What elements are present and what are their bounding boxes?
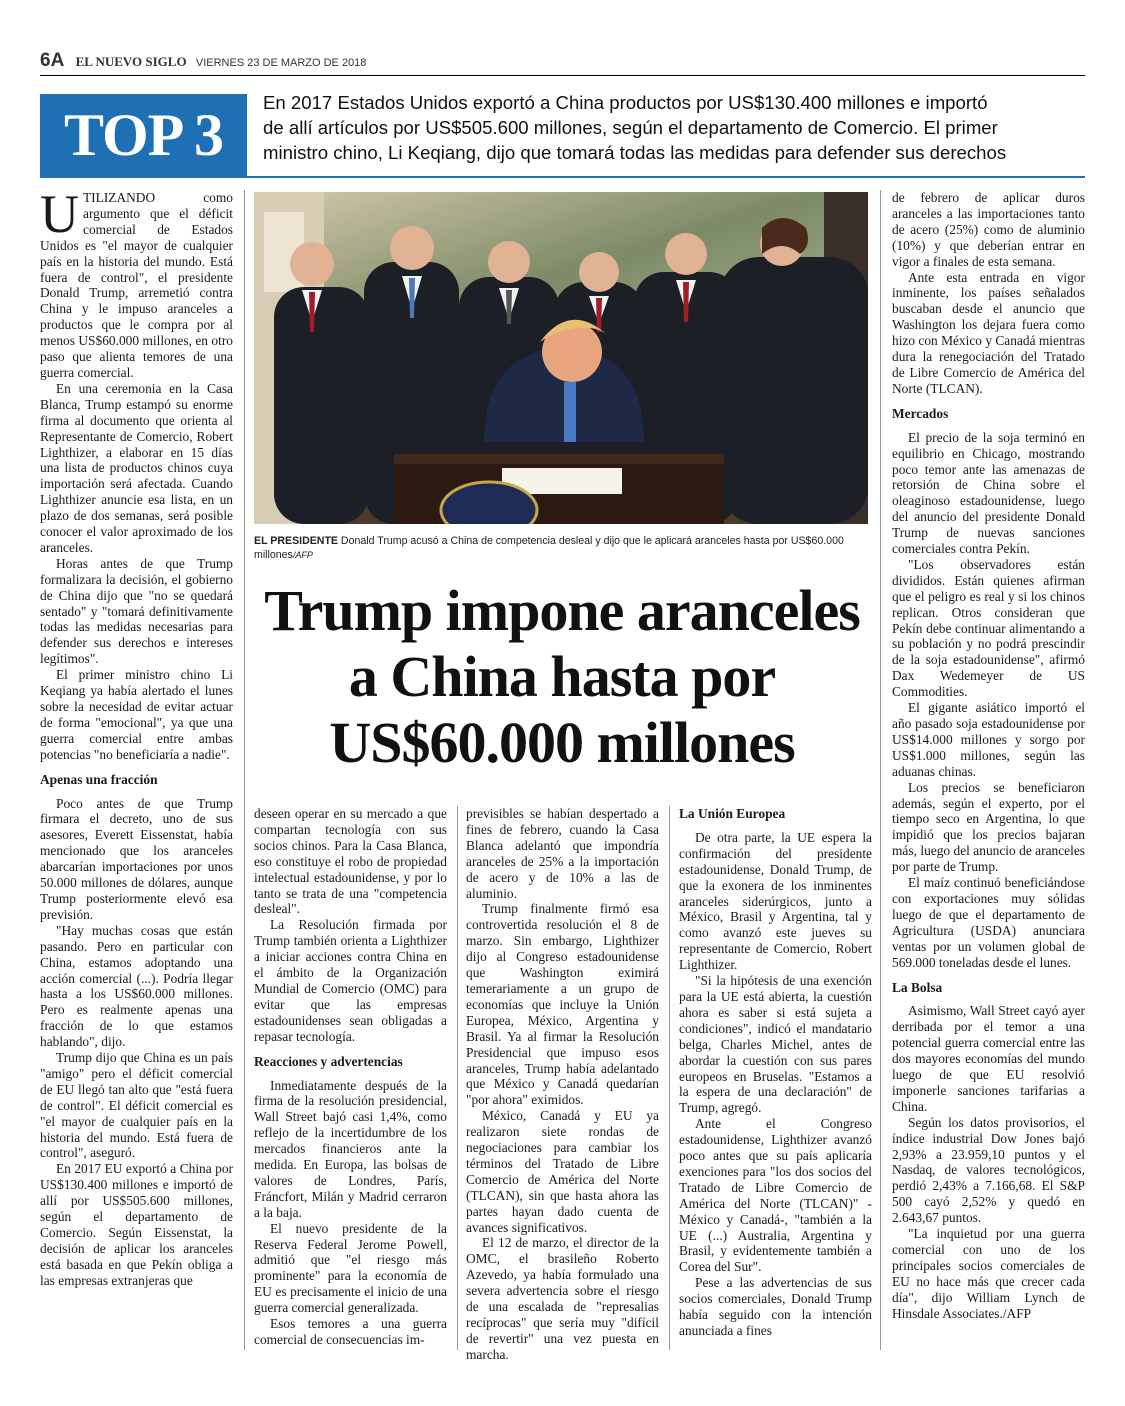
lead-paragraph [40,184,233,381]
paragraph: "Si la hipótesis de una exención para la UE está abierta, la cuestión ahora es saber si está sujeta a condiciones", indicó el mandatario belga, Charles Michel, antes de abordar la cuestión con sus pares europeos en Bruselas. "Estamos a la espera de una declaración" de Trump, agregó. [679,973,872,1116]
article-headline [258,578,866,776]
top3-underline [40,176,1085,178]
paragraph: Pese a las advertencias de sus socios comerciales, Donald Trump había seguido con la intención anunciada a fines [679,1275,872,1338]
column-divider [457,806,458,1350]
paragraph: Según los datos provisorios, el índice industrial Dow Jones bajó 2,93% a 23.959,10 puntos y el Nasdaq, de valores tecnológicos, perdió 2,43% a 7.166,68. El S&P 500 cayó 2,52% y quedó en 2.643,67 puntos. [892,1114,1085,1226]
paragraph: Esos temores a una guerra comercial de consecuencias im- [254,1316,447,1347]
paragraph: El maíz continuó beneficiándose con exportaciones muy sólidas luego de que el departamento de Agricultura (USDA) anunciara ventas por un volumen global de 569.000 toneladas desde el lunes. [892,875,1085,970]
paragraph: Trump dijo que China es un país "amigo" pero el déficit comercial de EU llegó tan alto que "está fuera de control". El déficit comercial es "el mayor de cualquier país en la historia del mundo. Está fuera de control", aseguró. [40,1050,233,1161]
issue-date: VIERNES 23 DE MARZO DE 2018 [195,57,367,69]
article-column-2 [254,806,447,1348]
page-folio [40,50,366,72]
paragraph: Inmediatamente después de la firma de la resolución presidencial, Wall Street bajó casi 1,4%, como reflejo de la incertidumbre de los mercados financieros ante la medida. En Europa, las bolsas de valores de Londres, París, Fráncfort, Milán y Madrid cerraron a la baja. [254,1077,447,1220]
paragraph: El 12 de marzo, el director de la OMC, el brasileño Roberto Azevedo, ya había formulado una severa advertencia sobre el riesgo de una escalada de "represalias recíprocas" que sería muy "difícil de revertir" una vez puesta en marcha. [466,1235,659,1362]
paragraph-text: "La inquietud por una guerra comercial con uno de los principales socios comerciales de EU no hace más que crecer cada día", dijo William Lynch de Hinsdale Associates. [892,1226,1085,1321]
subheading: Reacciones y advertencias [254,1053,403,1069]
headline-line: US$60.000 millones [329,710,795,775]
paragraph: "Los observadores están divididos. Están quienes afirman que el peligro es real y si los chinos replican. Otros consideran que Pekín debe continuar alimentando a su población y no podrá prescindir de la soja estadounidense", afirmó Dax Wedemeyer de US Commodities. [892,556,1085,700]
publication-name: EL NUEVO SIGLO [75,54,187,69]
subheading: Mercados [892,405,949,421]
page-number: 6A [40,50,65,71]
top3-line: ministro chino, Li Keqiang, dijo que tomará todas las medidas para defender sus derechos [263,142,1007,163]
top3-summary [263,90,1078,165]
photo-illustration [254,192,868,524]
subheading: La Unión Europea [679,806,786,821]
column-divider [669,806,670,1350]
paragraph: México, Canadá y EU ya realizaron siete rondas de negociaciones para cambiar los términos del Tratado de Libre Comercio de América del Norte (TLCAN), sin que hasta ahora las partes hayan dado cuenta de avances significativos. [466,1108,659,1235]
paragraph: El primer ministro chino Li Keqiang ya había alertado el lunes sobre la necesidad de evitar actuar de forma "emocional", ya que una guerra comercial entre ambas potencias "no beneficiaría a nadie". [40,667,233,762]
column-divider [880,190,881,1350]
subheading: La Bolsa [892,979,943,995]
paragraph: Asimismo, Wall Street cayó ayer derribada por el temor a una potencial guerra comercial entre las dos mayores economías del mundo luego de que EU resolvió imponerle sanciones tarifarias a China. [892,1003,1085,1114]
paragraph: Ante esta entrada en vigor inminente, los países señalados buscaban desde el anuncio que Washington los dejara fuera como hizo con México y Canadá mientras dura la renegociación del Tratado de Libre Comercio de América del Norte (TLCAN). [892,269,1085,396]
paragraph: La Resolución firmada por Trump también orienta a Lighthizer a iniciar acciones contra China en el ámbito de la Organización Mundial de Comercio (OMC) para evitar que las empresas estadounidenses sean obligadas a repasar tecnología. [254,917,447,1044]
lead-text: TILIZANDO como argumento que el déficit comercial de Estados Unidos es "el mayor de cualquier país en la historia del mundo. Está fuera de control", el presidente Donald Trump, arremetió contra China y le impuso aranceles a productos que le compra por al menos US$60.000 millones, en otro paso que alienta temores de una guerra comercial. [40,190,233,380]
paragraph: El precio de la soja terminó en equilibrio en Chicago, mostrando poco temor ante las amenazas de retorsión de China sobre el oleaginoso estadounidense, luego del anuncio del presidente Donald Trump de nuevas sanciones comerciales contra Pekín. [892,429,1085,557]
subheading: Apenas una fracción [40,771,158,787]
paragraph: De otra parte, la UE espera la confirmación del presidente estadounidense, Donald Trump, de que la exonera de los inminentes aranceles siderúrgicos, junto a México, Brasil y Argentina, tal y como avanzó este jueves su representante de Comercio, Robert Lighthizer. [679,829,872,973]
paragraph: previsibles se habían despertado a fines de febrero, cuando la Casa Blanca adelantó que impondría aranceles de 25% a la importación de acero y de 10% a las de aluminio. [466,806,659,901]
paragraph: Trump finalmente firmó esa controvertida resolución el 8 de marzo. Sin embargo, Lighthizer dijo al Congreso estadounidense que Washington eximirá temerariamente a un grupo de economías que incluye la Unión Europea, México, Argentina y Brasil. Ya al firmar la Resolución Presidencial que impuso esos aranceles, Trump había adelantado que México y Canadá quedarían "por ahora" eximidos. [466,901,659,1108]
paragraph: Poco antes de que Trump firmara el decreto, uno de sus asesores, Everett Eissenstat, había mencionado que los aranceles abarcarían importaciones por unos 50.000 millones de dólares, aunque Trump posteriormente elevó esa previsión. [40,795,233,922]
top3-line: En 2017 Estados Unidos exportó a China productos por US$130.400 millones e importó [263,92,988,113]
article-column-4 [679,806,872,1339]
trump-signing-photo [254,192,868,524]
column-divider [244,190,245,1350]
paragraph: Horas antes de que Trump formalizara la decisión, el gobierno de China dijo que "no se quedará sentado" y "tomará definitivamente todas las medidas necesarias para defender sus derechos e intereses legítimos". [40,555,233,667]
caption-lead: EL PRESIDENTE [254,535,338,547]
photo-caption [254,534,868,562]
paragraph: En 2017 EU exportó a China por US$130.400 millones e importó de allí por US$505.600 millones, según el departamento de Comercio. Según Eissenstat, la decisión de aplicar los aranceles está basada en que Pekín obliga a las empresas extranjeras que [40,1161,233,1288]
headline-line: a China hasta por [348,644,776,709]
paragraph: El gigante asiático importó el año pasado soja estadounidense por US$14.000 millones y sorgo por US$1.000 millones, según las aduanas chinas. [892,700,1085,779]
article-column-1 [40,184,233,1289]
top3-line: de allí artículos por US$505.600 millones, según el departamento de Comercio. El primer [263,117,998,138]
photo-credit: /AFP [292,550,313,560]
paragraph: "Hay muchas cosas que están pasando. Pero en particular con China, estamos adoptando una acción comercial (...). Podría llegar hasta a los US$60.000 millones. Pero es realmente apenas una fracción de lo que estamos hablando", dijo. [40,922,233,1050]
drop-cap: U [40,184,79,244]
caption-text: Donald Trump acusó a China de competencia desleal y dijo que le aplicará aranceles hasta por US$60.000 millones [254,535,844,561]
header-rule [40,75,1085,76]
paragraph: En una ceremonia en la Casa Blanca, Trump estampó su enorme firma al documento que orienta al Representante de Comercio, Robert Lighthizer, a elaborar en 15 días una lista de productos chinos cuya importación será afectada. Cuando Lighthizer anuncie esa lista, en un plazo de dos semanas, será posible conocer el valor aproximado de los aranceles. [40,380,233,555]
article-column-3 [466,806,659,1363]
headline-line: Trump impone aranceles [264,578,860,643]
paragraph: Ante el Congreso estadounidense, Lighthizer avanzó poco antes que su país aplicaría exenciones para "los dos socios del Tratado de Libre Comercio de América del Norte (TLCAN)" -México y Canadá-, "también a la UE (...) Australia, Argentina y Brasil, y evidentemente también a Corea del Sur". [679,1116,872,1275]
article-credit: /AFP [1002,1305,1032,1321]
paragraph: Los precios se beneficiaron además, según el experto, por el tiempo seco en Argentina, lo que impidió que los precios bajaran más, luego del anuncio de aranceles por parte de Trump. [892,779,1085,875]
paragraph: de febrero de aplicar duros aranceles a las importaciones tanto de acero (25%) como de aluminio (10%) y que deberían entrar en vigor a finales de esta semana. [892,190,1085,269]
article-column-5 [892,190,1085,1322]
paragraph: deseen operar en su mercado a que compartan tecnología con sus socios chinos. Para la Casa Blanca, eso constituye el robo de propiedad intelectual estadounidense, y por lo tanto se trata de una "competencia desleal". [254,806,447,917]
top3-badge: TOP 3 [40,94,247,176]
paragraph: El nuevo presidente de la Reserva Federal Jerome Powell, admitió que "el riesgo más prominente" para la economía de EU es precisamente el inicio de una guerra comercial generalizada. [254,1220,447,1316]
paragraph [892,1226,1085,1321]
